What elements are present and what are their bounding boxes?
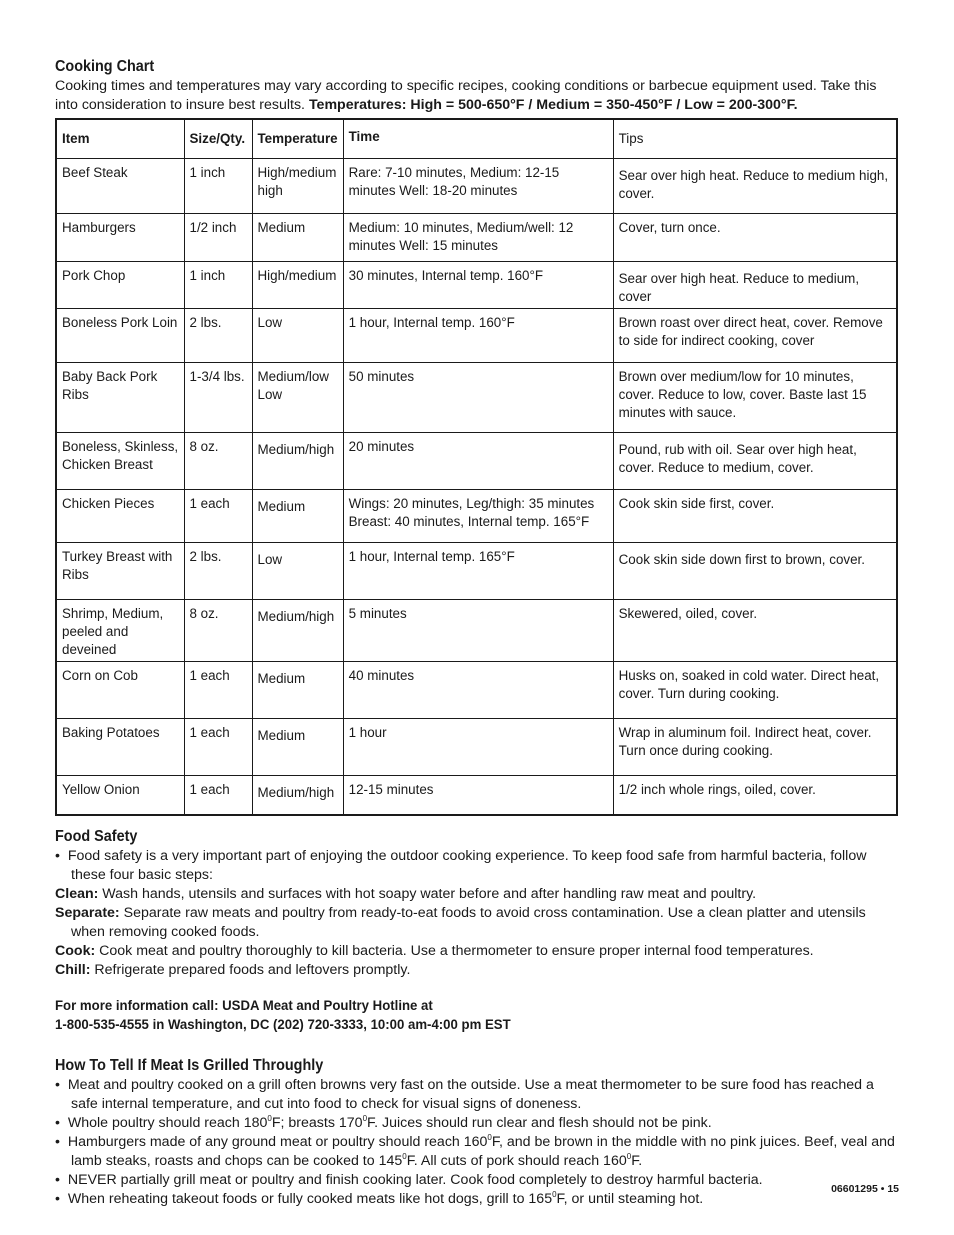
cell-temp: Medium/low Low	[252, 363, 343, 433]
cell-item: Boneless, Skinless, Chicken Breast	[56, 433, 184, 490]
cell-tips: Cook skin side down first to brown, cover.	[613, 543, 897, 600]
cell-item: Shrimp, Medium, peeled and deveined	[56, 600, 184, 662]
cell-temp: Medium/high	[252, 776, 343, 816]
step-text: Refrigerate prepared foods and leftovers promptly.	[90, 962, 411, 978]
table-row	[56, 600, 897, 662]
header-temperature: Temperature	[252, 119, 343, 159]
cell-temp: Medium/high	[252, 600, 343, 662]
temperature-ranges: Temperatures: High = 500-650°F / Medium = 350-450°F / Low = 200-300°F.	[308, 97, 798, 113]
cell-time: Medium: 10 minutes, Medium/well: 12 minutes Well: 15 minutes	[343, 214, 613, 262]
food-safety-section	[55, 827, 900, 980]
table-row	[56, 214, 897, 262]
cell-item: Pork Chop	[56, 262, 184, 309]
degree-mark: 0	[402, 1152, 407, 1161]
header-size: Size/Qty.	[184, 119, 252, 159]
bullet-text: F.	[631, 1153, 643, 1169]
cell-time: 5 minutes	[343, 600, 613, 662]
cell-size: 2 lbs.	[184, 309, 252, 363]
step-label: Clean:	[55, 886, 99, 902]
step-text: Separate raw meats and poultry from ready-to-eat foods to avoid cross contamination. Use a clean platter and utensils when removing cooked foods.	[71, 905, 866, 940]
cell-time: 40 minutes	[343, 662, 613, 719]
header-time: Time	[343, 119, 613, 159]
step-label: Chill:	[55, 962, 91, 978]
degree-mark: 0	[267, 1114, 272, 1123]
bullet-text: Hamburgers made of any ground meat or poultry should reach 160	[67, 1134, 488, 1150]
cell-tips: Skewered, oiled, cover.	[613, 600, 897, 662]
bullet-text: F, and be brown in the middle with no pink juices. Beef, veal and lamb steaks, roasts and chops can be cooked to 145	[71, 1134, 895, 1169]
cell-size: 1-3/4 lbs.	[184, 363, 252, 433]
cooking-chart-table	[55, 118, 898, 816]
cell-temp: Medium	[252, 719, 343, 776]
table-header-row	[56, 119, 897, 159]
step-label: Separate:	[55, 905, 120, 921]
degree-mark: 0	[626, 1152, 632, 1161]
step-chill	[55, 961, 900, 980]
cell-size: 1 inch	[184, 159, 252, 214]
grilled-bullet-1: • Meat and poultry cooked on a grill often browns very fast on the outside. Use a meat thermometer to be sure food has reached a safe internal temperature, and cut into food to check for visual signs of doneness.	[55, 1077, 874, 1112]
bullet-text: NEVER partially grill meat or poultry and finish cooking later. Cook food completely to destroy harmful bacteria.	[67, 1172, 763, 1188]
degree-mark: 0	[362, 1114, 368, 1123]
cell-tips: Brown over medium/low for 10 minutes, cover. Reduce to low, cover. Baste last 15 minutes with sauce.	[613, 363, 897, 433]
footer-separator: •	[880, 1183, 885, 1195]
cell-size: 1 each	[184, 776, 252, 816]
cell-item: Turkey Breast with Ribs	[56, 543, 184, 600]
cell-tips: Sear over high heat. Reduce to medium high, cover.	[613, 159, 897, 214]
grilled-bullet-3: • Hamburgers made of any ground meat or poultry should reach $160^0F$, and be brown in the middle with no pink juices. Beef, veal and lamb steaks, roasts and chops can be cooked to $145^0F$. All cuts of pork should reach $160^0F$.	[55, 1133, 895, 1169]
table-row	[56, 262, 897, 309]
grilled-title: How To Tell If Meat Is Grilled Throughly	[55, 1057, 324, 1074]
cell-tips: Cook skin side first, cover.	[613, 490, 897, 543]
cell-item: Corn on Cob	[56, 662, 184, 719]
cell-temp: High/medium	[252, 262, 343, 309]
cell-size: 8 oz.	[184, 433, 252, 490]
table-row	[56, 490, 897, 543]
cell-time: 50 minutes	[343, 363, 613, 433]
step-text: Wash hands, utensils and surfaces with hot soapy water before and after handling raw meat and poultry.	[98, 886, 757, 902]
step-label: Cook:	[55, 943, 96, 959]
step-text: Cook meat and poultry thoroughly to kill bacteria. Use a thermometer to ensure proper internal food temperatures.	[95, 943, 814, 959]
cell-tips: Cover, turn once.	[613, 214, 897, 262]
cell-size: 8 oz.	[184, 600, 252, 662]
cell-item: Hamburgers	[56, 214, 184, 262]
page	[55, 57, 900, 1209]
cell-temp: Medium	[252, 662, 343, 719]
header-tips: Tips	[613, 119, 897, 159]
grilled-section	[55, 1056, 900, 1209]
cell-time: 12-15 minutes	[343, 776, 613, 816]
cell-tips: Pound, rub with oil. Sear over high heat, cover. Reduce to medium, cover.	[613, 433, 897, 490]
page-number: 15	[887, 1183, 899, 1195]
step-cook	[55, 942, 900, 961]
bullet-text: F; breasts 170	[271, 1115, 363, 1131]
cell-size: 1/2 inch	[184, 214, 252, 262]
table-row	[56, 159, 897, 214]
cooking-chart-title: Cooking Chart	[55, 58, 155, 75]
table-row	[56, 309, 897, 363]
cell-tips: 1/2 inch whole rings, oiled, cover.	[613, 776, 897, 816]
cell-item: Yellow Onion	[56, 776, 184, 816]
doc-number: 06601295	[831, 1183, 878, 1195]
cell-time: Wings: 20 minutes, Leg/thigh: 35 minutes Breast: 40 minutes, Internal temp. 165°F	[343, 490, 613, 543]
cell-item: Baking Potatoes	[56, 719, 184, 776]
cell-temp: High/medium high	[252, 159, 343, 214]
cell-tips: Wrap in aluminum foil. Indirect heat, cover. Turn once during cooking.	[613, 719, 897, 776]
step-clean	[55, 885, 900, 904]
table-row	[56, 363, 897, 433]
bullet-text: Whole poultry should reach 180	[67, 1115, 268, 1131]
grilled-bullet-5: • When reheating takeout foods or fully cooked meats like hot dogs, grill to $165^0F$, or until steaming hot.	[55, 1190, 704, 1207]
bullet-text: Food safety is a very important part of enjoying the outdoor cooking experience. To keep food safe from harmful bacteria, follow these four basic steps:	[67, 848, 867, 883]
hotline-info	[55, 997, 900, 1035]
cell-tips: Sear over high heat. Reduce to medium, cover	[613, 262, 897, 309]
table-row	[56, 719, 897, 776]
cell-size: 2 lbs.	[184, 543, 252, 600]
table-row	[56, 433, 897, 490]
cell-temp: Low	[252, 543, 343, 600]
grilled-bullet-4: • NEVER partially grill meat or poultry and finish cooking later. Cook food completely to destroy harmful bacteria.	[55, 1172, 763, 1188]
hotline-line-1: For more information call: USDA Meat and Poultry Hotline at	[55, 998, 433, 1014]
cell-time: Rare: 7-10 minutes, Medium: 12-15 minutes Well: 18-20 minutes	[343, 159, 613, 214]
bullet-text: F, or until steaming hot.	[556, 1191, 704, 1207]
cell-temp: Medium	[252, 214, 343, 262]
cell-size: 1 each	[184, 662, 252, 719]
bullet-text: F. All cuts of pork should reach 160	[406, 1153, 627, 1169]
table-row	[56, 662, 897, 719]
cell-tips: Husks on, soaked in cold water. Direct heat, cover. Turn during cooking.	[613, 662, 897, 719]
table-row	[56, 776, 897, 816]
food-safety-title: Food Safety	[55, 828, 138, 845]
cell-time: 1 hour	[343, 719, 613, 776]
cell-temp: Medium	[252, 490, 343, 543]
cell-size: 1 each	[184, 490, 252, 543]
degree-mark: 0	[552, 1190, 557, 1199]
cell-item: Boneless Pork Loin	[56, 309, 184, 363]
cell-time: 1 hour, Internal temp. 160°F	[343, 309, 613, 363]
bullet-text: When reheating takeout foods or fully cooked meats like hot dogs, grill to 165	[67, 1191, 553, 1207]
cell-temp: Medium/high	[252, 433, 343, 490]
grilled-bullet-2: • Whole poultry should reach $180^0F$; breasts $170^0F$. Juices should run clear and flesh should not be pink.	[55, 1114, 712, 1131]
bullet-text: F. Juices should run clear and flesh should not be pink.	[367, 1115, 712, 1131]
cell-temp: Low	[252, 309, 343, 363]
cell-time: 20 minutes	[343, 433, 613, 490]
degree-mark: 0	[487, 1133, 492, 1142]
cell-size: 1 inch	[184, 262, 252, 309]
intro-text: Cooking times and temperatures may vary according to specific recipes, cooking conditions or barbecue equipment used. Take this into consideration to insure best results.	[55, 78, 877, 113]
header-item: Item	[56, 119, 184, 159]
cell-item: Chicken Pieces	[56, 490, 184, 543]
table-row	[56, 543, 897, 600]
cell-item: Baby Back Pork Ribs	[56, 363, 184, 433]
cell-item: Beef Steak	[56, 159, 184, 214]
hotline-line-2: 1-800-535-4555 in Washington, DC (202) 720-3333, 10:00 am-4:00 pm EST	[55, 1017, 511, 1033]
cell-time: 1 hour, Internal temp. 165°F	[343, 543, 613, 600]
bullet-text: Meat and poultry cooked on a grill often browns very fast on the outside. Use a meat thermometer to be sure food has reached a safe internal temperature, and cut into food to check for visual signs of doneness.	[67, 1077, 874, 1112]
food-safety-bullet: • Food safety is a very important part of enjoying the outdoor cooking experience. To keep food safe from harmful bacteria, follow these four basic steps:	[55, 848, 867, 883]
page-footer	[831, 1183, 899, 1195]
cell-size: 1 each	[184, 719, 252, 776]
cooking-chart-intro	[55, 77, 900, 115]
cell-time: 30 minutes, Internal temp. 160°F	[343, 262, 613, 309]
step-separate	[55, 904, 900, 942]
cell-tips: Brown roast over direct heat, cover. Remove to side for indirect cooking, cover	[613, 309, 897, 363]
